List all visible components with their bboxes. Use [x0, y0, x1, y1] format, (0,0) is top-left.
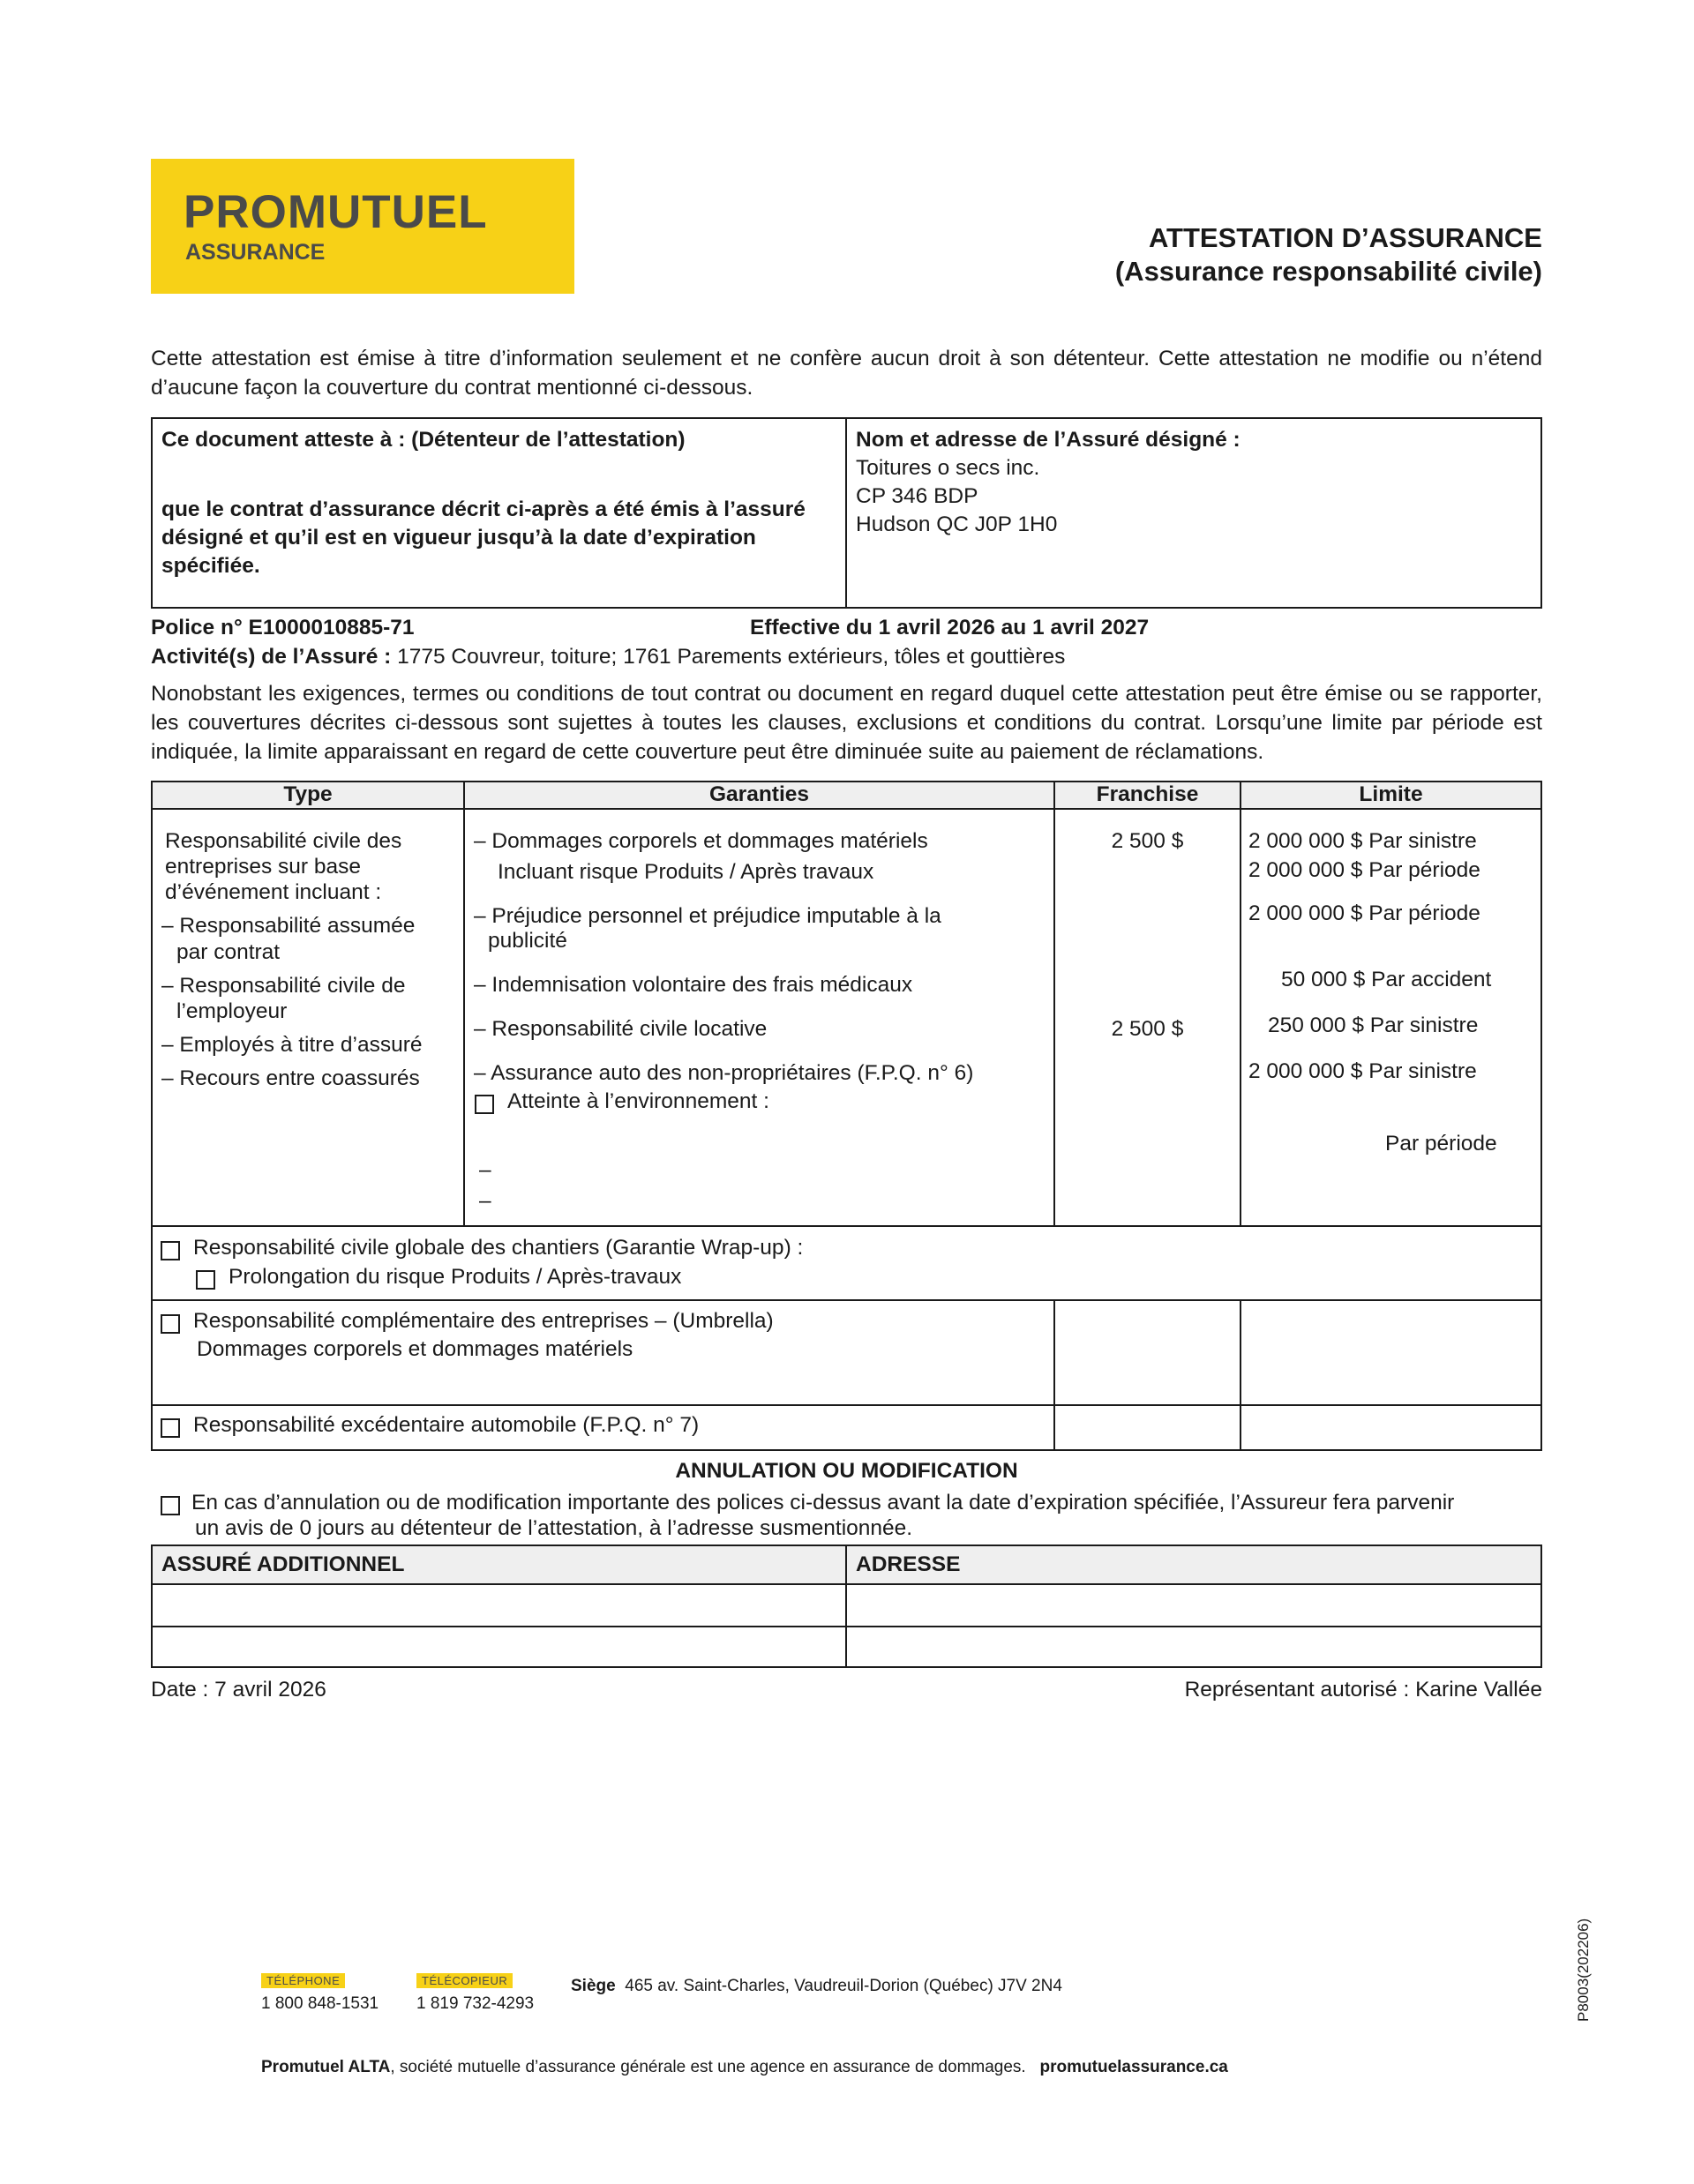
umbrella-label: Responsabilité complémentaire des entreprises – (Umbrella) [193, 1309, 774, 1333]
limit-medical: 50 000 $ Par accident [1281, 968, 1492, 991]
holder-statement: que le contrat d’assurance décrit ci-après a été émis à l’assuré désigné et qu’il est en vigueur jusqu’à la date d’expiration spécifiée. [161, 497, 806, 578]
garantie-bodily-injury: – Dommages corporels et dommages matériels [474, 829, 928, 853]
fax-number: 1 819 732-4293 [416, 1994, 535, 2013]
products-extension-checkbox[interactable] [196, 1270, 215, 1290]
franchise-tenant: 2 500 $ [1111, 1017, 1184, 1041]
cancellation-heading: ANNULATION OU MODIFICATION [675, 1459, 1018, 1483]
type-line: – Responsabilité assumée [161, 914, 416, 938]
fax-tag: TÉLÉCOPIEUR [416, 1973, 513, 1988]
cancellation-text-line2: un avis de 0 jours au détenteur de l’attestation, à l’adresse susmentionnée. [195, 1516, 913, 1540]
legal-notice [261, 2058, 1228, 2077]
header-limite: Limite [1359, 782, 1423, 806]
auto-excess-checkbox[interactable] [161, 1418, 180, 1438]
garantie-environment: Atteinte à l’environnement : [507, 1089, 769, 1113]
environment-checkbox[interactable] [475, 1095, 494, 1114]
limit-environment-period: Par période [1385, 1132, 1497, 1156]
activity-label: Activité(s) de l’Assuré : [151, 645, 392, 669]
limit-tenant: 250 000 $ Par sinistre [1268, 1013, 1479, 1037]
authorized-representative: Représentant autorisé : Karine Vallée [1184, 1678, 1542, 1702]
garantie-publicity: publicité [488, 929, 567, 953]
fax-block [416, 1973, 534, 2014]
intro-paragraph: Cette attestation est émise à titre d’information seulement et ne confère aucun droit à son détenteur. Cette attestation ne modifie ou n’étend d’aucune façon la couverture du contrat mentionné ci-dessous. [151, 347, 1542, 400]
type-line: Responsabilité civile des [165, 829, 402, 853]
holder-heading: Ce document atteste à : (Détenteur de l’attestation) [161, 428, 686, 452]
auto-excess-label: Responsabilité excédentaire automobile (F.P.Q. n° 7) [193, 1413, 700, 1437]
garantie-medical: – Indemnisation volontaire des frais médicaux [474, 973, 913, 997]
header-franchise: Franchise [1096, 782, 1199, 806]
address-header: ADRESSE [856, 1552, 961, 1576]
insured-address-line1: CP 346 BDP [856, 484, 978, 508]
head-office [571, 1977, 1062, 1996]
garantie-blank-dash: – [479, 1158, 491, 1182]
garantie-non-owned-auto: – Assurance auto des non-propriétaires (F.P.Q. n° 6) [474, 1061, 974, 1085]
hq-label: Siège [571, 1977, 616, 1995]
policy-number: Police n° E1000010885-71 [151, 616, 415, 639]
logo-sub: ASSURANCE [185, 240, 326, 265]
document-subtitle: (Assurance responsabilité civile) [1114, 256, 1542, 287]
type-line: – Recours entre coassurés [161, 1066, 420, 1090]
limit-non-owned-auto: 2 000 000 $ Par sinistre [1248, 1059, 1477, 1083]
wrapup-sub-label: Prolongation du risque Produits / Après-travaux [229, 1265, 682, 1289]
policy-effective: Effective du 1 avril 2026 au 1 avril 2027 [750, 616, 1150, 639]
umbrella-sub-label: Dommages corporels et dommages matériels [197, 1337, 633, 1361]
franchise-bodily-injury: 2 500 $ [1111, 829, 1184, 853]
phone-tag: TÉLÉPHONE [261, 1973, 345, 1988]
cancellation-text-line1: En cas d’annulation ou de modification importante des polices ci-dessus avant la date d’expiration spécifiée, l’Assureur fera parvenir [191, 1491, 1455, 1515]
issue-date: Date : 7 avril 2026 [151, 1678, 326, 1702]
garantie-products: Incluant risque Produits / Après travaux [498, 860, 874, 884]
limit-per-occurrence: 2 000 000 $ Par sinistre [1248, 829, 1477, 853]
type-line: entreprises sur base [165, 855, 361, 879]
garantie-blank-dash: – [479, 1189, 491, 1213]
insured-activity [151, 645, 1065, 669]
activity-value: 1775 Couvreur, toiture; 1761 Parements extérieurs, tôles et gouttières [391, 645, 1066, 669]
form-code: P8003(202206) [1575, 1918, 1592, 2022]
logo-name: PROMUTUEL [184, 186, 488, 238]
insured-heading: Nom et adresse de l’Assuré désigné : [856, 428, 1241, 452]
type-line: d’événement incluant : [165, 880, 382, 904]
umbrella-checkbox[interactable] [161, 1314, 180, 1334]
type-line: l’employeur [176, 999, 288, 1023]
type-line: – Employés à titre d’assuré [161, 1033, 423, 1057]
type-line: par contrat [176, 940, 281, 964]
phone-block [261, 1973, 379, 2014]
header-garanties: Garanties [708, 782, 810, 806]
notwithstanding-paragraph: Nonobstant les exigences, termes ou conditions de tout contrat ou document en regard duquel cette attestation peut être émise ou se rapporter, les couvertures décrites ci-dessous sont sujettes à toutes les clauses, exclusions et conditions du contrat. Lorsqu’une limite par période est indiquée, la limite apparaissant en regard de cette couverture peut être diminuée suite au paiement de réclamations. [151, 682, 1542, 764]
type-line: – Responsabilité civile de [161, 974, 406, 998]
cancellation-checkbox[interactable] [161, 1496, 180, 1515]
wrapup-label: Responsabilité civile globale des chantiers (Garantie Wrap-up) : [193, 1236, 804, 1260]
garantie-personal-injury: – Préjudice personnel et préjudice imputable à la [474, 904, 941, 928]
limit-per-period: 2 000 000 $ Par période [1248, 858, 1480, 882]
legal-text: , société mutuelle d’assurance générale est une agence en assurance de dommages. [390, 2058, 1026, 2076]
phone-number: 1 800 848-1531 [261, 1994, 379, 2013]
limit-personal-injury: 2 000 000 $ Par période [1248, 901, 1480, 925]
document-title: ATTESTATION D’ASSURANCE [1148, 222, 1542, 253]
hq-address: 465 av. Saint-Charles, Vaudreuil-Dorion (Québec) J7V 2N4 [625, 1977, 1062, 1995]
garantie-tenant: – Responsabilité civile locative [474, 1017, 768, 1041]
wrapup-checkbox[interactable] [161, 1241, 180, 1260]
legal-bold: Promutuel ALTA [261, 2058, 391, 2076]
website-link[interactable]: promutuelassurance.ca [1039, 2058, 1228, 2076]
additional-insured-header: ASSURÉ ADDITIONNEL [161, 1552, 405, 1576]
insured-name: Toitures o secs inc. [856, 456, 1040, 480]
header-type: Type [283, 782, 333, 806]
promutuel-logo [151, 159, 574, 294]
insured-address-line2: Hudson QC J0P 1H0 [856, 512, 1058, 536]
